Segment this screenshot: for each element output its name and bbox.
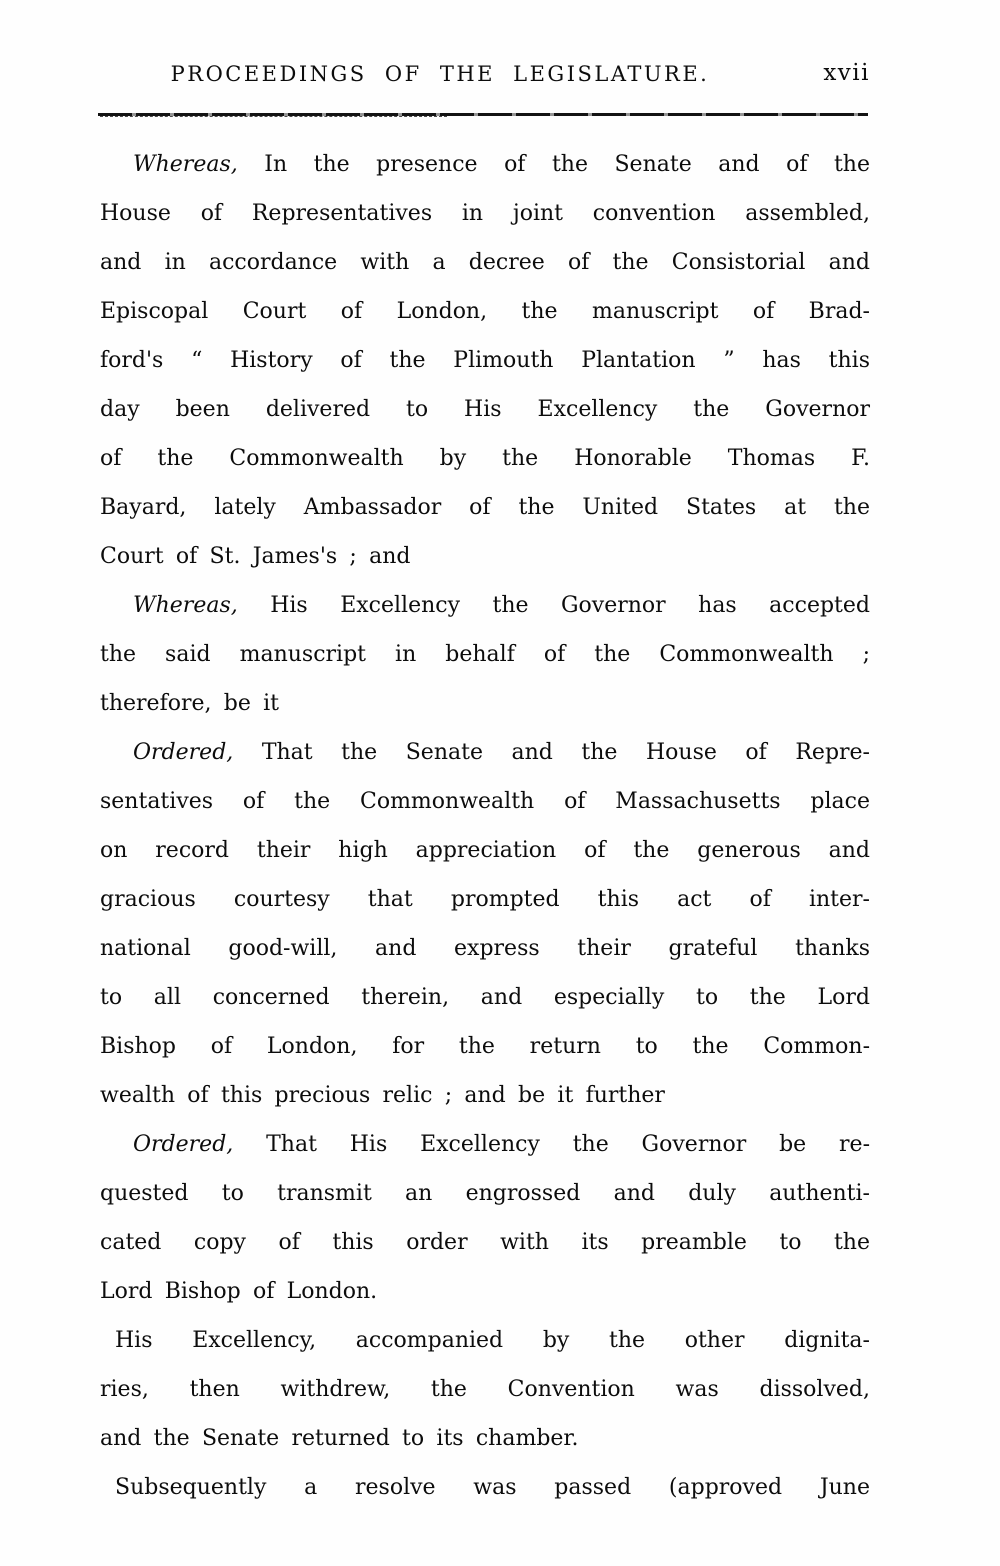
text-line: and in accordance with a decree of the Consistorial and xyxy=(100,250,870,275)
header-rule xyxy=(98,113,868,116)
text-line: ries, then withdrew, the Convention was dissolved, xyxy=(100,1377,870,1402)
page-body xyxy=(100,140,870,1512)
text-line: Ordered, That the Senate and the House of Repre- xyxy=(133,740,870,765)
text-line: His Excellency, accompanied by the other dignita- xyxy=(115,1328,870,1353)
text-line: quested to transmit an engrossed and duly authenti- xyxy=(100,1181,870,1206)
text-line: ford's “ History of the Plimouth Plantation ” has this xyxy=(100,348,870,373)
text-line: of the Commonwealth by the Honorable Thomas F. xyxy=(100,446,870,471)
italic-lead-word: Whereas, xyxy=(133,152,238,177)
text-line: Bayard, lately Ambassador of the United States at the xyxy=(100,495,870,520)
text-line: Whereas, His Excellency the Governor has accepted xyxy=(133,593,870,618)
page-number: xvii xyxy=(823,60,870,86)
text-line: gracious courtesy that prompted this act of inter- xyxy=(100,887,870,912)
text-line: Lord Bishop of London. xyxy=(100,1279,378,1304)
running-title: PROCEEDINGS OF THE LEGISLATURE. xyxy=(170,62,710,86)
italic-lead-word: Ordered, xyxy=(133,1132,234,1157)
text-line: Episcopal Court of London, the manuscript of Brad- xyxy=(100,299,870,324)
text-line: Ordered, That His Excellency the Governor be re- xyxy=(133,1132,870,1157)
text-line: Bishop of London, for the return to the Common- xyxy=(100,1034,870,1059)
text-line: sentatives of the Commonwealth of Massachusetts place xyxy=(100,789,870,814)
page-header xyxy=(100,62,870,92)
text-line: wealth of this precious relic ; and be it further xyxy=(100,1083,665,1108)
italic-lead-word: Ordered, xyxy=(133,740,234,765)
text-line: to all concerned therein, and especially to the Lord xyxy=(100,985,870,1010)
text-line: on record their high appreciation of the generous and xyxy=(100,838,870,863)
text-line: national good-will, and express their grateful thanks xyxy=(100,936,870,961)
text-line: day been delivered to His Excellency the Governor xyxy=(100,397,870,422)
text-line: the said manuscript in behalf of the Commonwealth ; xyxy=(100,642,870,667)
text-line: Court of St. James's ; and xyxy=(100,544,411,569)
italic-lead-word: Whereas, xyxy=(133,593,238,618)
text-line: Subsequently a resolve was passed (approved June xyxy=(115,1475,870,1500)
text-line: therefore, be it xyxy=(100,691,280,716)
text-line: House of Representatives in joint convention assembled, xyxy=(100,201,870,226)
text-line: cated copy of this order with its preamble to the xyxy=(100,1230,870,1255)
text-line: and the Senate returned to its chamber. xyxy=(100,1426,579,1451)
text-line: Whereas, In the presence of the Senate and of the xyxy=(133,152,870,177)
